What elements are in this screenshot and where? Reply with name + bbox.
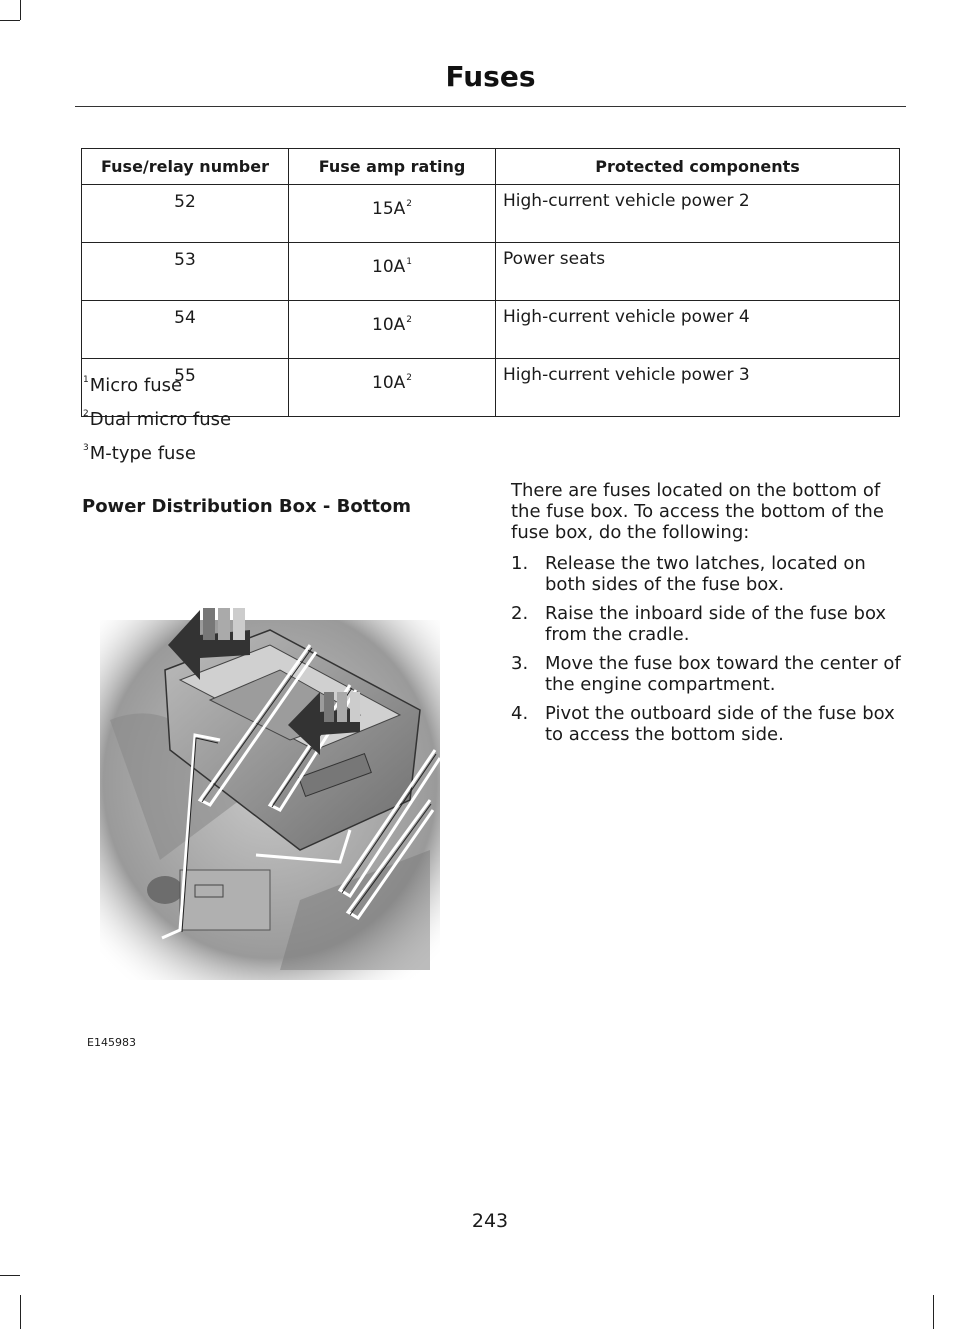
fuse-number-cell: 52 bbox=[82, 185, 289, 243]
footnote bbox=[82, 436, 231, 470]
step-text: Release the two latches, located on both sides of the fuse box. bbox=[545, 553, 866, 595]
crop-mark-bottom-right-v bbox=[933, 1295, 934, 1329]
fuse-number-cell: 53 bbox=[82, 243, 289, 301]
table-row bbox=[82, 185, 900, 243]
amp-value: 10A bbox=[372, 315, 406, 335]
footnote bbox=[82, 368, 231, 402]
section-heading: Power Distribution Box - Bottom bbox=[82, 496, 412, 517]
step-number: 3. bbox=[511, 653, 529, 674]
footnote-mark: 2 bbox=[83, 409, 89, 419]
list-item bbox=[511, 653, 903, 695]
footnote-ref: 2 bbox=[406, 373, 412, 383]
footnote-text: Micro fuse bbox=[89, 375, 183, 396]
footnote-ref: 1 bbox=[406, 257, 412, 267]
column-header-number: Fuse/relay number bbox=[82, 149, 289, 185]
footnote-text: Dual micro fuse bbox=[89, 409, 232, 430]
footnote-ref: 2 bbox=[406, 199, 412, 209]
crop-mark-bottom-left-v bbox=[20, 1295, 21, 1329]
footnote-text: M-type fuse bbox=[89, 443, 196, 464]
amp-rating-cell bbox=[289, 243, 496, 301]
instructions bbox=[511, 480, 903, 753]
step-number: 1. bbox=[511, 553, 529, 574]
component-cell: High-current vehicle power 2 bbox=[496, 185, 900, 243]
component-cell: High-current vehicle power 3 bbox=[496, 359, 900, 417]
amp-value: 15A bbox=[372, 199, 406, 219]
step-text: Raise the inboard side of the fuse box from the cradle. bbox=[545, 603, 887, 645]
crop-mark-top-left-h bbox=[0, 20, 20, 21]
page-number: 243 bbox=[471, 1210, 509, 1232]
amp-value: 10A bbox=[372, 373, 406, 393]
list-item bbox=[511, 553, 903, 595]
amp-rating-cell bbox=[289, 185, 496, 243]
page-title: Fuses bbox=[445, 60, 536, 93]
table-header-row bbox=[82, 149, 900, 185]
footnote-mark: 3 bbox=[83, 443, 89, 453]
step-number: 2. bbox=[511, 603, 529, 624]
component-cell: Power seats bbox=[496, 243, 900, 301]
step-text: Pivot the outboard side of the fuse box to access the bottom side. bbox=[545, 703, 895, 745]
column-header-components: Protected components bbox=[496, 149, 900, 185]
intro-paragraph: There are fuses located on the bottom of the fuse box. To access the bottom of the fuse box, do the following: bbox=[511, 480, 884, 543]
list-item bbox=[511, 603, 903, 645]
footnote-ref: 2 bbox=[406, 315, 412, 325]
fuse-box-illustration bbox=[100, 600, 440, 980]
fuse-number-cell: 55 bbox=[82, 359, 289, 417]
column-header-amp: Fuse amp rating bbox=[289, 149, 496, 185]
title-divider bbox=[75, 106, 906, 107]
figure-id: E145983 bbox=[87, 1036, 136, 1049]
crop-mark-top-left-v bbox=[20, 0, 21, 20]
table-row bbox=[82, 243, 900, 301]
amp-rating-cell bbox=[289, 359, 496, 417]
step-number: 4. bbox=[511, 703, 529, 724]
list-item bbox=[511, 703, 903, 745]
fuse-number-cell: 54 bbox=[82, 301, 289, 359]
step-text: Move the fuse box toward the center of the engine compartment. bbox=[545, 653, 901, 695]
crop-mark-bottom-left-h bbox=[0, 1275, 20, 1276]
amp-rating-cell bbox=[289, 301, 496, 359]
footnote bbox=[82, 402, 231, 436]
footnotes bbox=[82, 368, 231, 470]
amp-value: 10A bbox=[372, 257, 406, 277]
component-cell: High-current vehicle power 4 bbox=[496, 301, 900, 359]
table-row bbox=[82, 301, 900, 359]
footnote-mark: 1 bbox=[83, 375, 89, 385]
